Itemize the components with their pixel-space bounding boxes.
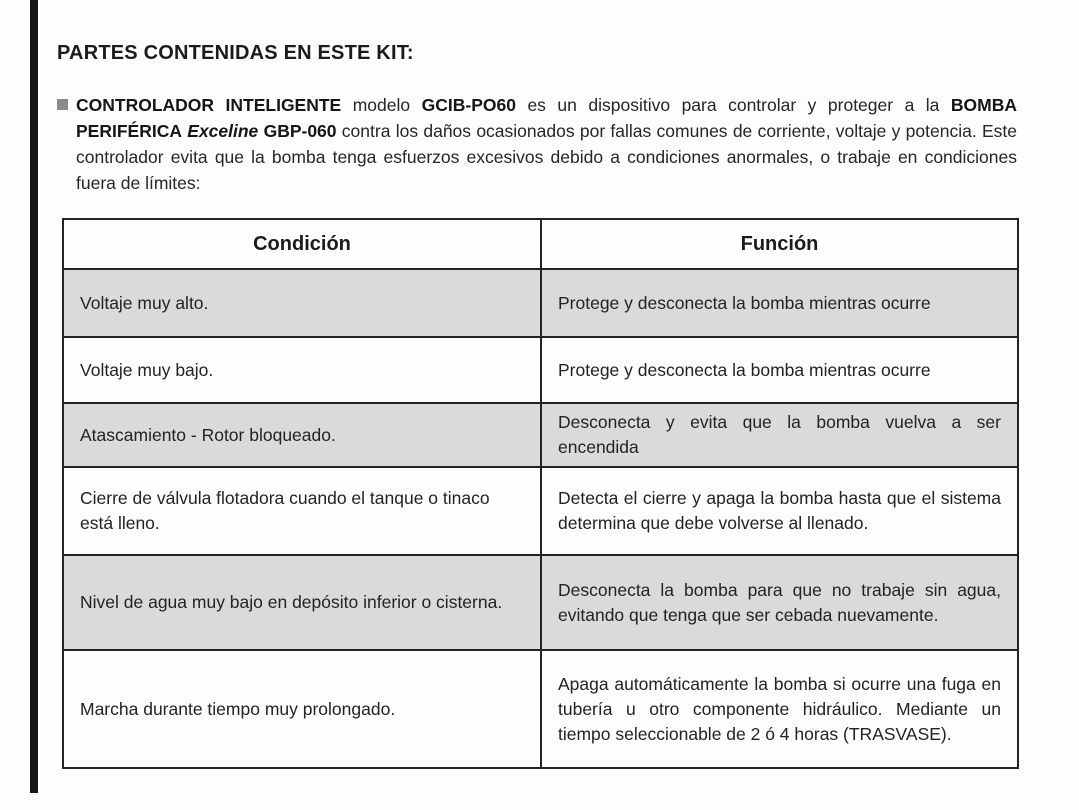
function-cell: Desconecta y evita que la bomba vuelva a ser encendida	[541, 403, 1018, 467]
function-cell: Protege y desconecta la bomba mientras ocurre	[541, 269, 1018, 337]
table-row	[63, 337, 1018, 403]
table-row	[63, 555, 1018, 650]
condition-cell: Nivel de agua muy bajo en depósito inferior o cisterna.	[63, 555, 541, 650]
function-cell: Desconecta la bomba para que no trabaje sin agua, evitando que tenga que ser cebada nuevamente.	[541, 555, 1018, 650]
intro-text: CONTROLADOR INTELIGENTE modelo GCIB-PO60 es un dispositivo para controlar y proteger a la BOMBA PERIFÉRICA Exceline GBP-060 contra los daños ocasionados por fallas comunes de corriente, voltaje y potencia. Este controlador evita que la bomba tenga esfuerzos excesivos debido a condiciones anormales, o trabaje en condiciones fuera de límites:	[76, 95, 1018, 193]
function-cell: Apaga automáticamente la bomba si ocurre una fuga en tubería u otro componente hidráulico. Mediante un tiempo seleccionable de 2 ó 4 horas (TRASVASE).	[541, 650, 1018, 768]
column-header-condicion: Condición	[63, 219, 541, 269]
table-row	[63, 269, 1018, 337]
condition-function-table	[62, 218, 1019, 769]
square-bullet-icon	[57, 99, 68, 110]
table-row	[63, 467, 1018, 555]
scan-edge-bar	[30, 0, 38, 793]
page-title: PARTES CONTENIDAS EN ESTE KIT:	[57, 42, 414, 64]
table-row	[63, 403, 1018, 467]
condition-cell: Cierre de válvula flotadora cuando el tanque o tinaco está lleno.	[63, 467, 541, 555]
table-header-row	[63, 219, 1018, 269]
condition-cell: Voltaje muy bajo.	[63, 337, 541, 403]
function-cell: Detecta el cierre y apaga la bomba hasta que el sistema determina que debe volverse al llenado.	[541, 467, 1018, 555]
table-body	[63, 269, 1018, 768]
function-cell: Protege y desconecta la bomba mientras ocurre	[541, 337, 1018, 403]
column-header-funcion: Función	[541, 219, 1018, 269]
table-row	[63, 650, 1018, 768]
condition-cell: Marcha durante tiempo muy prolongado.	[63, 650, 541, 768]
condition-cell: Voltaje muy alto.	[63, 269, 541, 337]
condition-cell: Atascamiento - Rotor bloqueado.	[63, 403, 541, 467]
intro-paragraph	[57, 92, 1017, 196]
